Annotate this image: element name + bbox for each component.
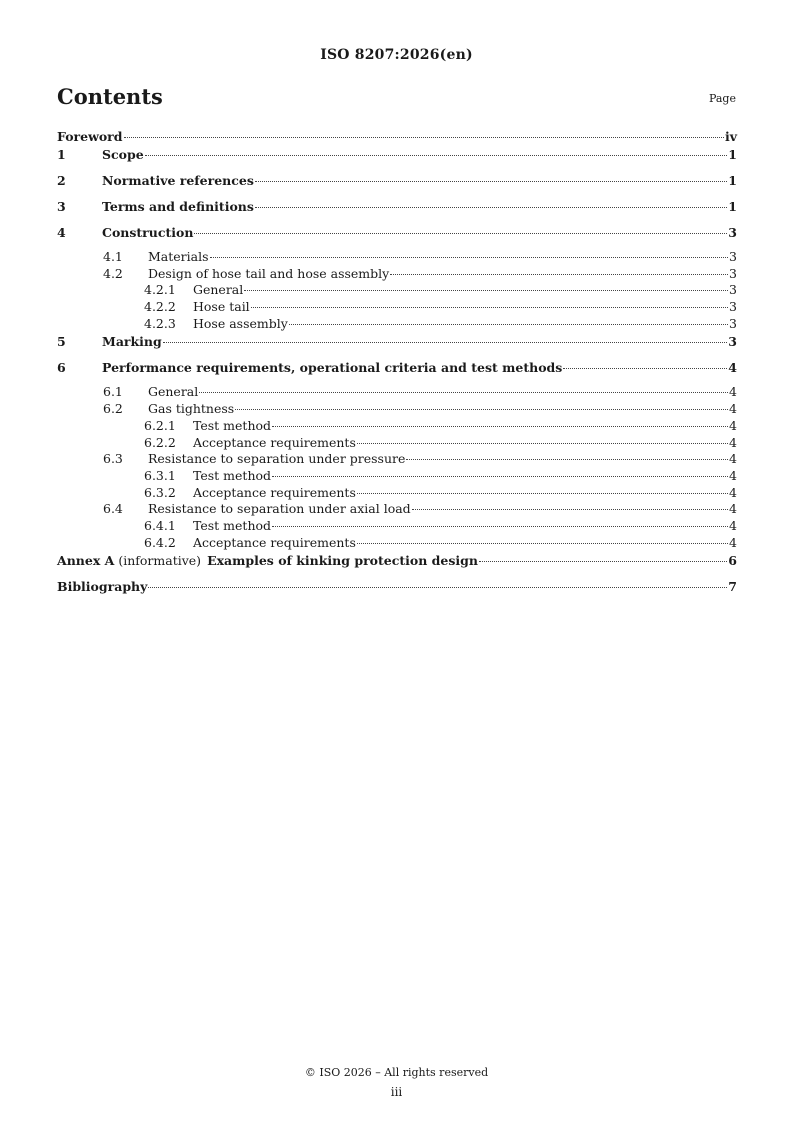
dot-leader [163, 342, 728, 343]
dot-leader [255, 207, 727, 208]
toc-title: Resistance to separation under pressure [148, 451, 406, 467]
dot-leader [124, 137, 724, 138]
toc-number: 4.2 [103, 265, 123, 281]
toc-title: Gas tightness [148, 401, 235, 417]
toc-page: 1 [728, 147, 737, 162]
document-id-header: ISO 8207:2026(en) [320, 47, 473, 63]
copyright-footer: © ISO 2026 – All rights reserved [304, 1066, 489, 1079]
toc-entry-construction[interactable] [57, 223, 737, 249]
toc-page: 3 [729, 282, 737, 298]
toc-title: Test method [193, 467, 272, 483]
dot-leader [357, 443, 728, 444]
toc-page: 4 [728, 360, 737, 376]
toc-number: 6.3.2 [144, 484, 176, 500]
toc-page: iv [724, 129, 737, 144]
toc-entry-materials[interactable] [57, 249, 737, 266]
toc-entry-acceptance-requirements[interactable] [57, 535, 737, 552]
toc-entry-hose-assembly[interactable] [57, 316, 737, 333]
dot-leader [272, 526, 728, 527]
toc-title: Acceptance requirements [193, 434, 356, 450]
toc-number: 4.2.2 [144, 299, 176, 315]
toc-page: 3 [728, 225, 737, 240]
toc-title: Normative references [102, 173, 254, 188]
toc-entry-general[interactable] [57, 384, 737, 401]
toc-page: 4 [729, 517, 737, 533]
dot-leader [406, 459, 728, 460]
toc-page: 1 [728, 173, 737, 188]
dot-leader [357, 493, 728, 494]
dot-leader [390, 274, 728, 275]
toc-title: Resistance to separation under axial load [148, 501, 411, 517]
toc-number: 6.2 [103, 401, 123, 417]
toc-title: Materials [148, 249, 209, 264]
toc-title: Marking [102, 334, 162, 350]
toc-number: 1 [57, 147, 66, 162]
toc-entry-acceptance-requirements[interactable] [57, 435, 737, 452]
toc-number: 6 [57, 360, 66, 376]
dot-leader [210, 257, 729, 258]
toc-page: 4 [729, 501, 737, 517]
toc-entry-terms-and-definitions[interactable] [57, 197, 737, 223]
toc-number: 2 [57, 173, 66, 188]
toc-number: 6.4 [103, 501, 123, 517]
toc-entry-gas-tightness[interactable] [57, 401, 737, 418]
toc-title: Scope [102, 147, 144, 162]
toc-page: 4 [729, 534, 737, 550]
toc-page: 4 [729, 434, 737, 450]
toc-page: 4 [729, 467, 737, 483]
toc-title: Hose assembly [193, 315, 288, 331]
toc-entry-normative-references[interactable] [57, 171, 737, 197]
toc-number: 6.2.1 [144, 417, 176, 433]
toc-number: 4.2.3 [144, 315, 176, 331]
toc-title: Terms and definitions [102, 199, 254, 214]
dot-leader [272, 476, 728, 477]
toc-entry-foreword[interactable] [57, 129, 737, 145]
toc-number: 5 [57, 334, 66, 350]
toc-page: 1 [728, 199, 737, 214]
toc-page: 4 [729, 451, 737, 467]
toc-entry-scope[interactable] [57, 145, 737, 171]
dot-leader [563, 368, 727, 369]
page-column-label: Page [708, 92, 736, 105]
dot-leader [479, 561, 727, 562]
dot-leader [412, 509, 728, 510]
toc-title: Foreword [57, 129, 123, 144]
toc-number: 4.2.1 [144, 282, 176, 298]
toc-entry-separation-under-pressure[interactable] [57, 451, 737, 468]
contents-title: Contents [57, 84, 163, 109]
toc-title: Performance requirements, operational criteria and test methods [102, 360, 563, 376]
toc-page: 3 [729, 315, 737, 331]
toc-number: 6.2.2 [144, 434, 176, 450]
toc-entry-hose-tail[interactable] [57, 299, 737, 316]
toc-entry-separation-under-axial-load[interactable] [57, 501, 737, 518]
dot-leader [255, 181, 727, 182]
toc-entry-acceptance-requirements[interactable] [57, 485, 737, 502]
toc-page: 4 [729, 384, 737, 400]
dot-leader [272, 426, 728, 427]
toc-title: Design of hose tail and hose assembly [148, 265, 390, 281]
toc-number: 3 [57, 199, 66, 214]
toc-entry-test-method[interactable] [57, 418, 737, 435]
toc-title: Acceptance requirements [193, 534, 356, 550]
toc-number: 6.3.1 [144, 467, 176, 483]
toc-title: Hose tail [193, 299, 250, 315]
toc-page: 7 [728, 579, 737, 595]
toc-title: General [193, 282, 244, 298]
toc-page: 4 [729, 417, 737, 433]
dot-leader [289, 324, 728, 325]
dot-leader [145, 155, 728, 156]
toc-title: Test method [193, 417, 272, 433]
toc-title: Acceptance requirements [193, 484, 356, 500]
toc-entry-design-of-hose-tail[interactable] [57, 266, 737, 283]
toc-number: 6.4.1 [144, 517, 176, 533]
toc-title: General [148, 384, 199, 400]
dot-leader [251, 307, 728, 308]
page-number: iii [390, 1085, 403, 1099]
toc-number: 6.1 [103, 384, 123, 400]
toc-title: Bibliography [57, 579, 148, 595]
toc-page: 4 [729, 484, 737, 500]
toc-title: Construction [102, 225, 194, 240]
toc-entry-general[interactable] [57, 282, 737, 299]
toc-page: 3 [728, 334, 737, 350]
toc-number: 6.4.2 [144, 534, 176, 550]
dot-leader [244, 290, 728, 291]
annex-informative-tag: (informative) [118, 553, 202, 569]
toc-number: 6.3 [103, 451, 123, 467]
toc-page: 6 [728, 553, 737, 569]
table-of-contents [57, 129, 737, 603]
toc-entry-annex-a[interactable] [57, 551, 737, 577]
toc-page: 3 [729, 299, 737, 315]
toc-page: 3 [729, 265, 737, 281]
annex-label: Annex A [57, 553, 115, 569]
toc-title: Examples of kinking protection design [207, 553, 478, 569]
toc-number: 4 [57, 225, 66, 240]
dot-leader [357, 543, 728, 544]
toc-entry-test-method[interactable] [57, 518, 737, 535]
toc-number: 4.1 [103, 249, 123, 264]
toc-page: 3 [729, 249, 737, 264]
dot-leader [199, 392, 728, 393]
dot-leader [148, 587, 727, 588]
toc-page: 4 [729, 401, 737, 417]
toc-entry-performance-requirements[interactable] [57, 358, 737, 384]
dot-leader [235, 409, 728, 410]
toc-entry-marking[interactable] [57, 332, 737, 358]
toc-entry-test-method[interactable] [57, 468, 737, 485]
toc-title: Test method [193, 517, 272, 533]
dot-leader [194, 233, 727, 234]
toc-entry-bibliography[interactable] [57, 577, 737, 603]
